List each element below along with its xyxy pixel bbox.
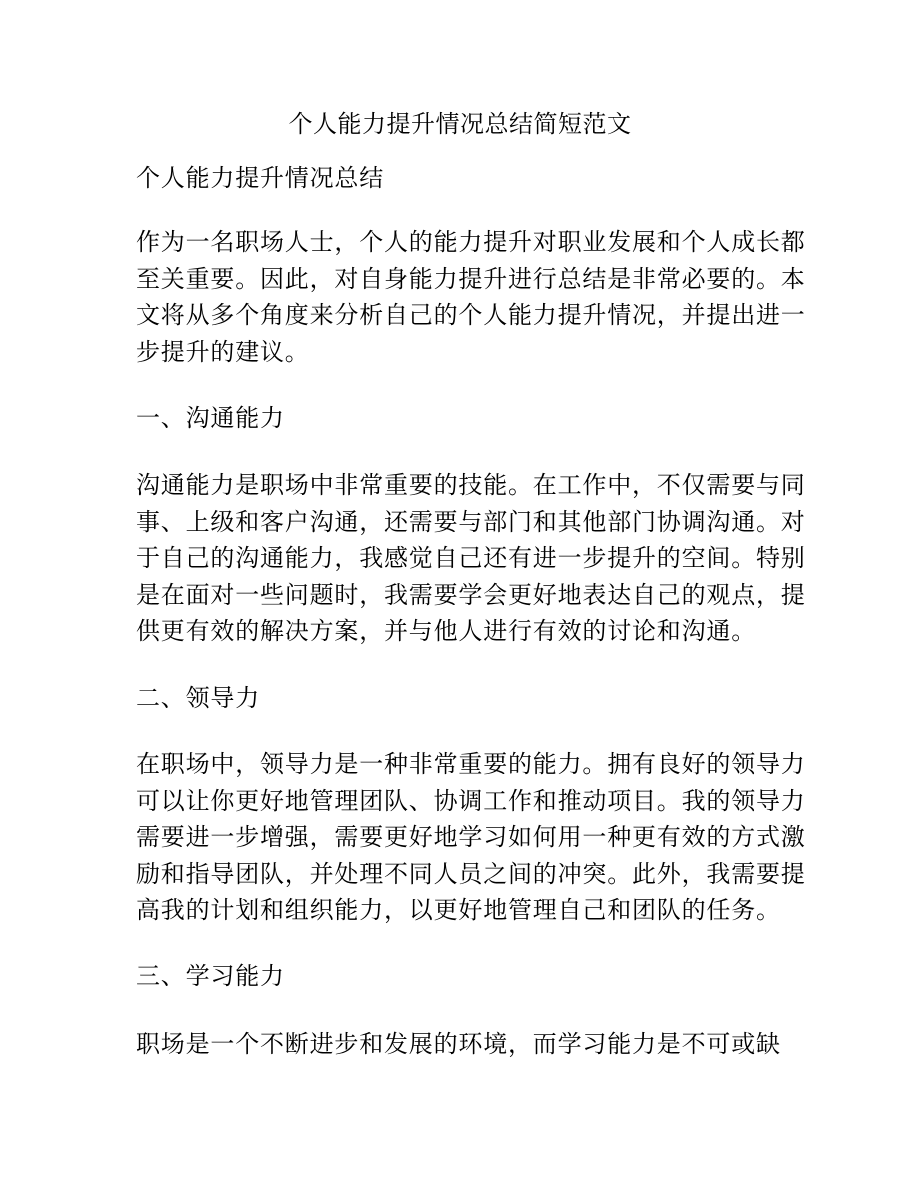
paragraph-line: 高我的计划和组织能力，以更好地管理自己和团队的任务。	[136, 896, 781, 924]
section-heading-leadership: 二、领导力	[136, 684, 260, 712]
intro-paragraph	[136, 224, 806, 370]
paragraph-line: 作为一名职场人士，个人的能力提升对职业发展和个人成长都	[136, 228, 806, 256]
paragraph-line: 在职场中，领导力是一种非常重要的能力。拥有良好的领导力	[136, 750, 806, 778]
communication-paragraph	[136, 467, 806, 650]
paragraph-line: 需要进一步增强，需要更好地学习如何用一种更有效的方式激	[136, 823, 806, 851]
learning-paragraph	[136, 1026, 786, 1063]
paragraph-line: 至关重要。因此，对自身能力提升进行总结是非常必要的。本	[136, 264, 806, 293]
paragraph-line: 步提升的建议。	[136, 337, 310, 366]
paragraph-line: 是在面对一些问题时，我需要学会更好地表达自己的观点，提	[136, 580, 806, 609]
document-title: 个人能力提升情况总结简短范文	[288, 110, 632, 138]
paragraph-line: 事、上级和客户沟通，还需要与部门和其他部门协调沟通。对	[136, 507, 806, 536]
paragraph-line: 可以让你更好地管理团队、协调工作和推动项目。我的领导力	[136, 786, 806, 815]
paragraph-line: 文将从多个角度来分析自己的个人能力提升情况，并提出进一	[136, 301, 806, 329]
leadership-paragraph	[136, 746, 806, 929]
paragraph-line: 沟通能力是职场中非常重要的技能。在工作中，不仅需要与同	[136, 471, 806, 499]
document-subtitle: 个人能力提升情况总结	[136, 164, 384, 192]
section-heading-communication: 一、沟通能力	[136, 404, 285, 432]
paragraph-line: 于自己的沟通能力，我感觉自己还有进一步提升的空间。特别	[136, 544, 806, 572]
section-heading-learning: 三、学习能力	[136, 962, 285, 990]
paragraph-line: 励和指导团队，并处理不同人员之间的冲突。此外，我需要提	[136, 859, 806, 888]
paragraph-line: 供更有效的解决方案，并与他人进行有效的讨论和沟通。	[136, 617, 756, 645]
paragraph-line: 职场是一个不断进步和发展的环境，而学习能力是不可或缺	[136, 1030, 781, 1058]
